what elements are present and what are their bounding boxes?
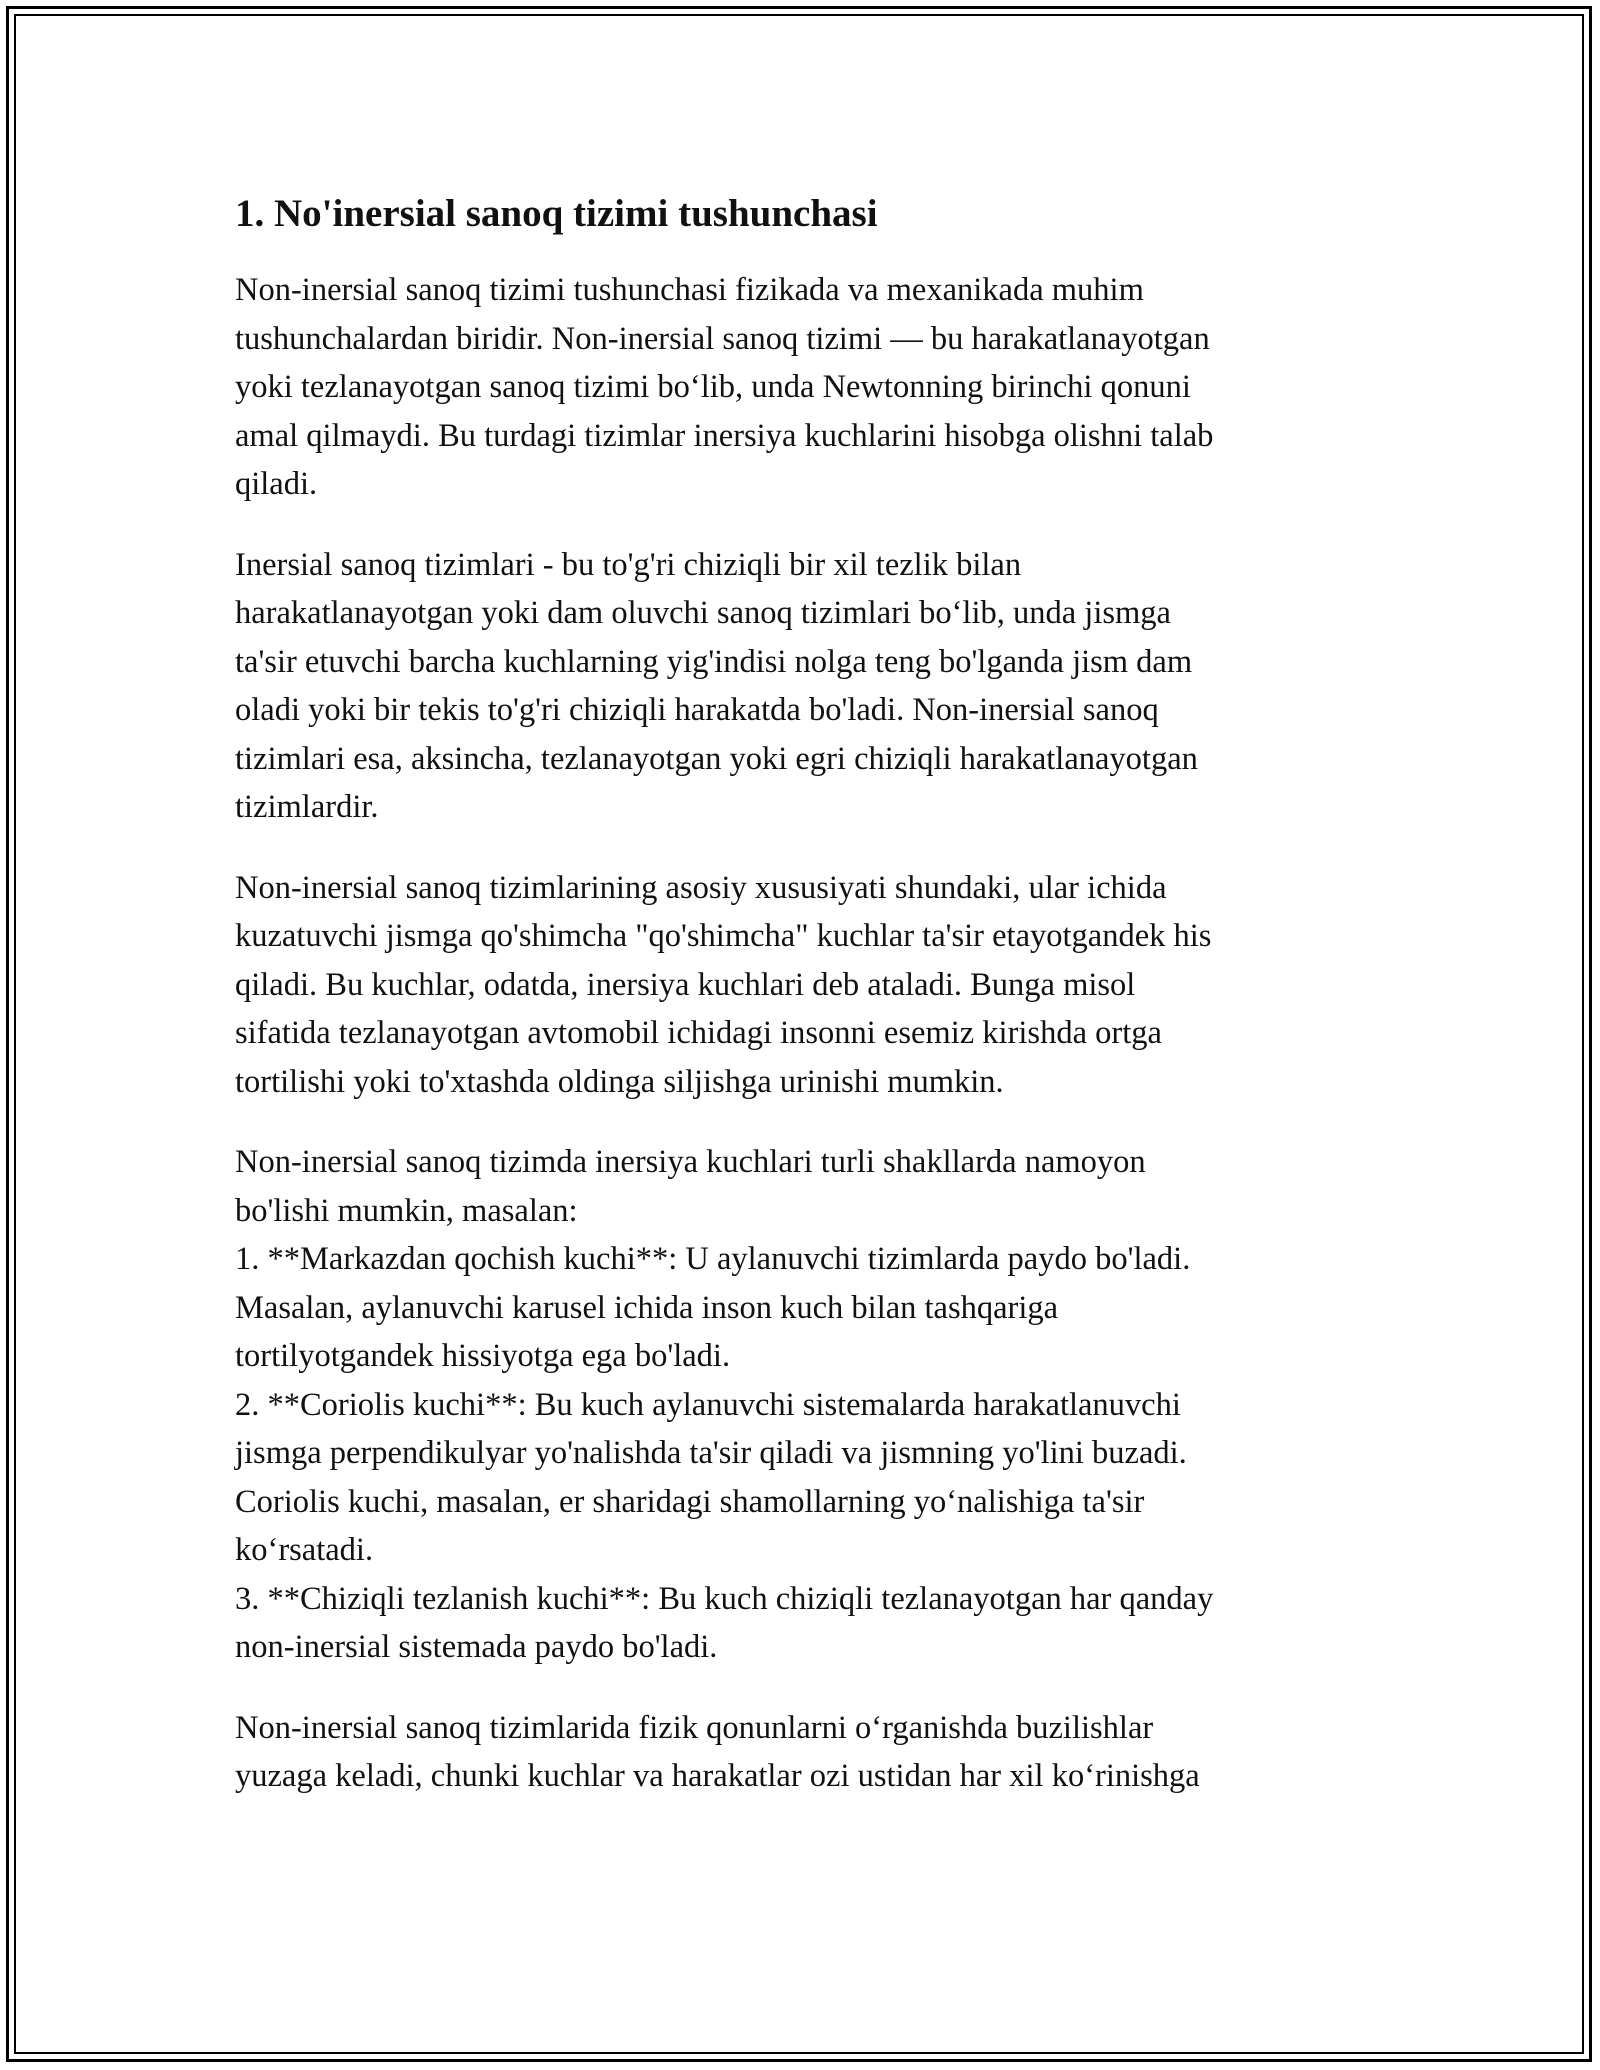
text-line: tizimlari esa, aksincha, tezlanayotgan yoki egri chiziqli harakatlanayotgan [235, 740, 1198, 777]
text-line: ta'sir etuvchi barcha kuchlarning yig'indisi nolga teng bo'lganda jism dam [235, 643, 1193, 680]
text-line: bo'lishi mumkin, masalan: [235, 1192, 578, 1229]
text-line: ko‘rsatadi. [235, 1532, 374, 1568]
text-line: Non-inersial sanoq tizimda inersiya kuchlari turli shakllarda namoyon [235, 1144, 1146, 1180]
text-line: sifatida tezlanayotgan avtomobil ichidagi insonni esemiz kirishda ortga [235, 1015, 1162, 1051]
text-line: non-inersial sistemada paydo bo'ladi. [235, 1629, 718, 1665]
text-line: oladi yoki bir tekis to'g'ri chiziqli harakatda bo'ladi. Non-inersial sanoq [235, 692, 1159, 728]
paragraph-force-types [235, 1138, 1365, 1672]
text-line: Coriolis kuchi, masalan, er sharidagi shamollarning yo‘nalishiga ta'sir [235, 1483, 1145, 1520]
text-line: yuzaga keladi, chunki kuchlar va harakatlar ozi ustidan har xil ko‘rinishga [235, 1758, 1200, 1794]
text-line: qiladi. Bu kuchlar, odatda, inersiya kuchlari deb ataladi. Bunga misol [235, 966, 1136, 1003]
list-item-linear-acceleration: 3. **Chiziqli tezlanish kuchi**: Bu kuch chiziqli tezlanayotgan har qanday [235, 1580, 1214, 1617]
text-line: Non-inersial sanoq tizimlarida fizik qonunlarni o‘rganishda buzilishlar [235, 1709, 1154, 1746]
text-line: kuzatuvchi jismga qo'shimcha "qo'shimcha" kuchlar ta'sir etayotgandek his [235, 918, 1212, 954]
text-line: Non-inersial sanoq tizimlarining asosiy xususiyati shundaki, ular ichida [235, 869, 1167, 906]
section-heading: 1. No'inersial sanoq tizimi tushunchasi [235, 192, 878, 235]
paragraph-definition [235, 266, 1365, 509]
list-item-centrifugal: 1. **Markazdan qochish kuchi**: U aylanuvchi tizimlarda paydo bo'ladi. [235, 1241, 1191, 1277]
text-line: tortilyotgandek hissiyotga ega bo'ladi. [235, 1338, 731, 1374]
paragraph-inertial-systems [235, 541, 1365, 832]
text-line: amal qilmaydi. Bu turdagi tizimlar inersiya kuchlarini hisobga olishni talab [235, 417, 1214, 454]
text-line: Masalan, aylanuvchi karusel ichida inson kuch bilan tashqariga [235, 1289, 1059, 1326]
text-line: tortilishi yoki to'xtashda oldinga siljishga urinishi mumkin. [235, 1063, 1004, 1100]
list-item-coriolis: 2. **Coriolis kuchi**: Bu kuch aylanuvchi sistemalarda harakatlanuvchi [235, 1386, 1181, 1423]
document-body [235, 188, 1365, 1833]
paragraph-main-property [235, 864, 1365, 1107]
text-line: Non-inersial sanoq tizimi tushunchasi fizikada va mexanikada muhim [235, 272, 1144, 308]
text-line: Inersial sanoq tizimlari - bu to'g'ri chiziqli bir xil tezlik bilan [235, 546, 1022, 583]
text-line: tizimlardir. [235, 789, 379, 825]
text-line: yoki tezlanayotgan sanoq tizimi bo‘lib, unda Newtonning birinchi qonuni [235, 369, 1191, 405]
text-line: qiladi. [235, 466, 318, 502]
text-line: harakatlanayotgan yoki dam oluvchi sanoq tizimlari bo‘lib, unda jismga [235, 595, 1171, 631]
text-line: jismga perpendikulyar yo'nalishda ta'sir qiladi va jismning yo'lini buzadi. [235, 1435, 1187, 1471]
paragraph-physical-laws [235, 1704, 1365, 1801]
text-line: tushunchalardan biridir. Non-inersial sanoq tizimi — bu harakatlanayotgan [235, 320, 1210, 357]
